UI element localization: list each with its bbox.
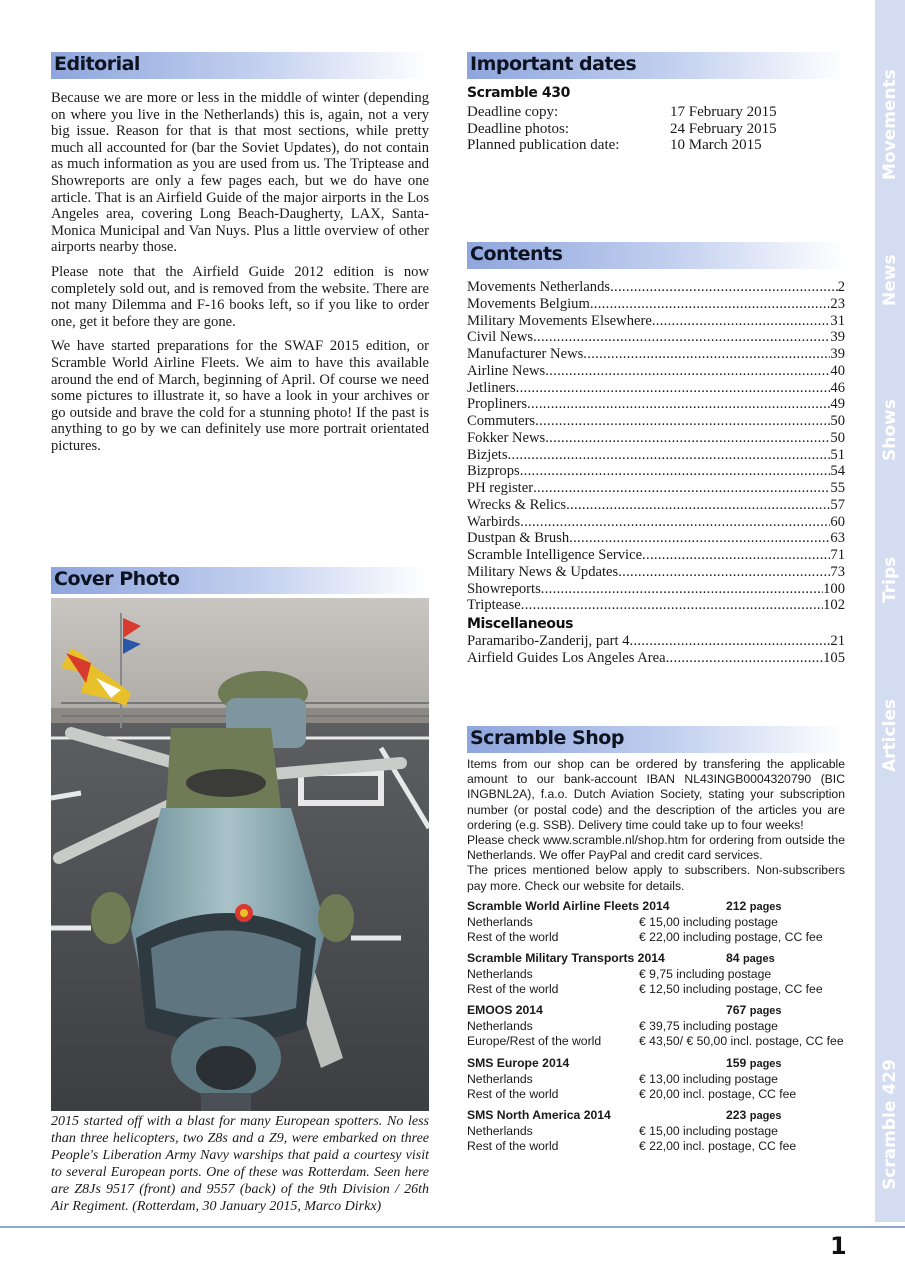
date-label: Deadline copy: — [467, 104, 559, 120]
shop-item-title: Scramble World Airline Fleets 2014 — [467, 899, 670, 913]
helicopter-photo — [51, 598, 429, 1111]
toc-title: Paramaribo-Zanderij, part 4 — [467, 633, 630, 649]
contents-header — [467, 242, 845, 269]
cover-photo-header — [51, 567, 429, 594]
toc-title: Movements Netherlands — [467, 279, 611, 295]
shop-intro-paragraph: Items from our shop can be ordered by transfering the applicable amount to our bank-account IBAN NL43INGB0004320790 (BIC INGBNL2A), f.a.o. Dutch Aviation Society, stating your subscription number (or postal code) and the description of the articles you are ordering (e.g. SSB). Delivery time could take up to four weeks! — [467, 757, 845, 832]
toc-leader — [652, 313, 831, 330]
shop-item-pages — [726, 1108, 782, 1125]
toc-row — [467, 581, 845, 598]
shop-item-region: Netherlands — [467, 914, 533, 929]
cover-photo-caption: 2015 started off with a blast for many European spotters. No less than three helicopters, two Z8s and a Z9, were embarked on three People's Liberation Army Navy warships that paid a courtesy visit to several European ports. One of these was Rotterdam. Seen here are Z8Js 9517 (front) and 9557 (back) of the 9th Division / 26th Air Regiment. (Rotterdam, 30 January 2015, Marco Dirkx) — [51, 1114, 429, 1214]
shop-item-price: € 15,00 including postage — [639, 914, 778, 929]
footer-rule — [0, 1226, 905, 1228]
shop-item-page-count: 159 — [726, 1056, 747, 1070]
shop-item-title: SMS Europe 2014 — [467, 1056, 570, 1070]
shop-item-price: € 12,50 including postage, CC fee — [639, 982, 823, 996]
shop-item-region: Netherlands — [467, 1018, 533, 1033]
shop-item-title: EMOOS 2014 — [467, 1003, 543, 1017]
toc-leader — [583, 346, 830, 363]
shop-item-pages — [726, 951, 775, 968]
toc-page: 73 — [830, 563, 845, 580]
toc-leader — [508, 447, 831, 464]
date-label: Planned publication date: — [467, 137, 620, 153]
toc-title: Scramble Intelligence Service — [467, 547, 643, 563]
toc-title: Manufacturer News — [467, 346, 584, 362]
toc-row — [467, 564, 845, 581]
shop-item-region: Netherlands — [467, 966, 533, 981]
toc-leader — [630, 633, 831, 650]
toc-row — [467, 430, 845, 447]
toc-leader — [545, 430, 830, 447]
misc-heading: Miscellaneous — [467, 616, 574, 632]
shop-item-region: Rest of the world — [467, 982, 559, 996]
toc-page: 21 — [830, 633, 845, 649]
important-dates-header — [467, 52, 845, 79]
toc-leader — [535, 413, 830, 430]
toc-row — [467, 633, 845, 650]
toc-page: 40 — [830, 362, 845, 379]
toc-page: 105 — [823, 650, 845, 666]
toc-title: Bizjets — [467, 446, 508, 463]
toc-title: Commuters — [467, 413, 536, 429]
toc-leader — [527, 396, 830, 413]
toc-leader — [642, 547, 830, 564]
shop-item-price: € 22,00 incl. postage, CC fee — [639, 1139, 797, 1153]
toc-page: 50 — [830, 413, 845, 429]
toc-row — [467, 447, 845, 464]
toc-row — [467, 650, 845, 667]
important-dates-heading: Important dates — [470, 53, 637, 75]
toc-leader — [520, 463, 831, 480]
toc-title: Bizprops — [467, 463, 520, 480]
toc-row — [467, 463, 845, 480]
toc-title: Dustpan & Brush — [467, 530, 570, 547]
toc-page: 46 — [830, 379, 845, 396]
scramble-shop-header — [467, 726, 845, 753]
toc-page: 50 — [830, 429, 845, 446]
toc-leader — [516, 380, 831, 397]
toc-page: 55 — [830, 480, 845, 496]
page-number: 1 — [830, 1232, 847, 1260]
shop-intro — [467, 757, 845, 894]
toc-leader — [541, 581, 823, 598]
toc-title: Showreports — [467, 580, 541, 597]
toc-page: 49 — [830, 396, 845, 413]
side-tab-articles[interactable]: Articles — [880, 698, 900, 772]
shop-item-price: € 22,00 including postage, CC fee — [639, 930, 823, 944]
toc-row — [467, 346, 845, 363]
toc-page: 51 — [830, 446, 845, 463]
toc-row — [467, 597, 845, 614]
shop-item-pages — [726, 1003, 782, 1020]
toc-leader — [566, 497, 830, 514]
date-value: 17 February 2015 — [670, 104, 777, 120]
editorial-paragraph: Please note that the Airfield Guide 2012 edition is now completely sold out, and is removed from the website. There are not many Dilemma and F-16 books left, so if you like to order one, get it before they are gone. — [51, 263, 429, 330]
toc-page: 63 — [830, 530, 845, 547]
shop-item-region: Netherlands — [467, 1071, 533, 1086]
toc-row — [467, 329, 845, 346]
shop-item-page-unit: pages — [749, 901, 782, 913]
toc-row — [467, 497, 845, 514]
shop-item-page-count: 223 — [726, 1108, 747, 1122]
shop-intro-paragraph: The prices mentioned below apply to subscribers. Non-subscribers pay more. Check our website for details. — [467, 863, 845, 893]
toc-title: Movements Belgium — [467, 295, 590, 312]
toc-leader — [533, 480, 830, 497]
toc-leader — [610, 279, 838, 296]
toc-page: 39 — [830, 329, 845, 346]
toc-page: 60 — [830, 513, 845, 530]
toc-row — [467, 530, 845, 547]
editorial-header — [51, 52, 429, 79]
shop-item-page-count: 84 — [726, 951, 740, 965]
toc-row — [467, 547, 845, 564]
shop-item-page-unit: pages — [749, 1005, 782, 1017]
scramble-shop-heading: Scramble Shop — [470, 727, 624, 749]
side-tab-trips[interactable]: Trips — [880, 556, 900, 604]
side-tab-scramble-429[interactable]: Scramble 429 — [880, 1059, 900, 1191]
shop-item-page-unit: pages — [749, 1058, 782, 1070]
toc-title: Airfield Guides Los Angeles Area — [467, 650, 666, 666]
toc-title: Warbirds — [467, 513, 521, 530]
issue-label: Scramble 430 — [467, 85, 570, 101]
toc-title: Airline News — [467, 362, 546, 379]
toc-row — [467, 514, 845, 531]
shop-item-page-count: 212 — [726, 899, 747, 913]
shop-item-title: Scramble Military Transports 2014 — [467, 951, 665, 965]
side-tab-news[interactable]: News — [880, 254, 900, 306]
shop-item-title: SMS North America 2014 — [467, 1108, 611, 1122]
toc-title: Propliners — [467, 396, 527, 413]
toc-leader — [569, 530, 830, 547]
toc-row — [467, 296, 845, 313]
toc-leader — [545, 363, 830, 380]
toc-leader — [618, 564, 830, 581]
date-value: 10 March 2015 — [670, 137, 762, 153]
shop-item — [467, 1003, 847, 1050]
toc-row — [467, 413, 845, 430]
toc-title: Military News & Updates — [467, 563, 619, 580]
shop-item-region: Rest of the world — [467, 1087, 559, 1101]
toc-leader — [521, 597, 823, 614]
toc-page: 102 — [823, 597, 845, 614]
cover-photo-heading: Cover Photo — [54, 568, 180, 590]
shop-item-region: Rest of the world — [467, 930, 559, 944]
contents-heading: Contents — [470, 243, 563, 265]
toc-title: Wrecks & Relics — [467, 496, 567, 513]
shop-item — [467, 1108, 847, 1155]
toc-page: 71 — [830, 547, 845, 563]
toc-row — [467, 396, 845, 413]
shop-item — [467, 951, 847, 998]
toc-leader — [590, 296, 831, 313]
date-label: Deadline photos: — [467, 121, 570, 137]
toc-page: 2 — [837, 279, 845, 295]
editorial-paragraph: Because we are more or less in the middle of winter (depending on where you live in the Netherlands) this is, again, not a very big issue. Reason for that is that most sections, while pretty much all accounted for (bar the Soviet Updates), do not contain as much information as you are used from us. The Triptease and Showreports are only a few pages each, but we do have one article. That is an Airfield Guide of the major airports in the Los Angeles area, covering Long Beach-Daugherty, LAX, Santa-Monica Municipal and Van Nuys. Plus a little overview of other airports nearby those. — [51, 90, 429, 256]
toc-title: Fokker News — [467, 429, 546, 446]
toc-title: Military Movements Elsewhere — [467, 312, 652, 329]
shop-item-region: Netherlands — [467, 1123, 533, 1138]
shop-item-region: Rest of the world — [467, 1139, 559, 1153]
shop-item-price: € 13,00 including postage — [639, 1071, 778, 1086]
shop-item — [467, 899, 847, 946]
shop-item-price: € 39,75 including postage — [639, 1018, 778, 1033]
shop-item-page-count: 767 — [726, 1003, 747, 1017]
toc-row — [467, 363, 845, 380]
toc-page: 100 — [823, 580, 845, 597]
toc-page: 31 — [830, 312, 845, 329]
cover-photo — [51, 598, 429, 1111]
toc-page: 39 — [830, 346, 845, 362]
toc-page: 23 — [830, 295, 845, 312]
editorial-paragraph: We have started preparations for the SWAF 2015 edition, or Scramble World Airline Fleets. We aim to have this available around the end of March, beginning of April. Of course we need some pictures to illustrate it, so have a look in your archives or go outside and brave the cold for a stunning photo! If the past is anything to go by we can definitely use more portrait orientated pictures. — [51, 338, 429, 454]
toc-title: Civil News — [467, 329, 534, 346]
shop-intro-paragraph: Please check www.scramble.nl/shop.htm for ordering from outside the Netherlands. We offer PayPal and credit card services. — [467, 833, 845, 863]
toc-page: 54 — [830, 463, 845, 480]
toc-page: 57 — [830, 496, 845, 513]
side-tab-shows[interactable]: Shows — [880, 399, 900, 461]
toc-title: PH register — [467, 480, 534, 496]
toc-leader — [666, 650, 824, 667]
toc-row — [467, 380, 845, 397]
shop-item-page-unit: pages — [742, 953, 775, 965]
editorial-heading: Editorial — [54, 53, 140, 75]
toc-leader — [520, 514, 830, 531]
shop-item-price: € 9,75 including postage — [639, 966, 772, 981]
shop-item-page-unit: pages — [749, 1110, 782, 1122]
toc-row — [467, 313, 845, 330]
side-tab-movements[interactable]: Movements — [880, 69, 900, 181]
shop-item — [467, 1056, 847, 1103]
toc-row — [467, 279, 845, 296]
shop-item-price: € 15,00 including postage — [639, 1123, 778, 1138]
shop-item-region: Europe/Rest of the world — [467, 1034, 602, 1048]
shop-item-pages — [726, 899, 782, 916]
editorial-body — [51, 90, 429, 462]
toc-leader — [533, 329, 830, 346]
shop-item-price: € 20,00 incl. postage, CC fee — [639, 1087, 797, 1101]
toc-row — [467, 480, 845, 497]
toc-title: Jetliners — [467, 379, 516, 396]
shop-item-pages — [726, 1056, 782, 1073]
date-value: 24 February 2015 — [670, 121, 777, 137]
shop-item-price: € 43,50/ € 50,00 incl. postage, CC fee — [639, 1034, 844, 1048]
toc-title: Triptease — [467, 597, 521, 614]
